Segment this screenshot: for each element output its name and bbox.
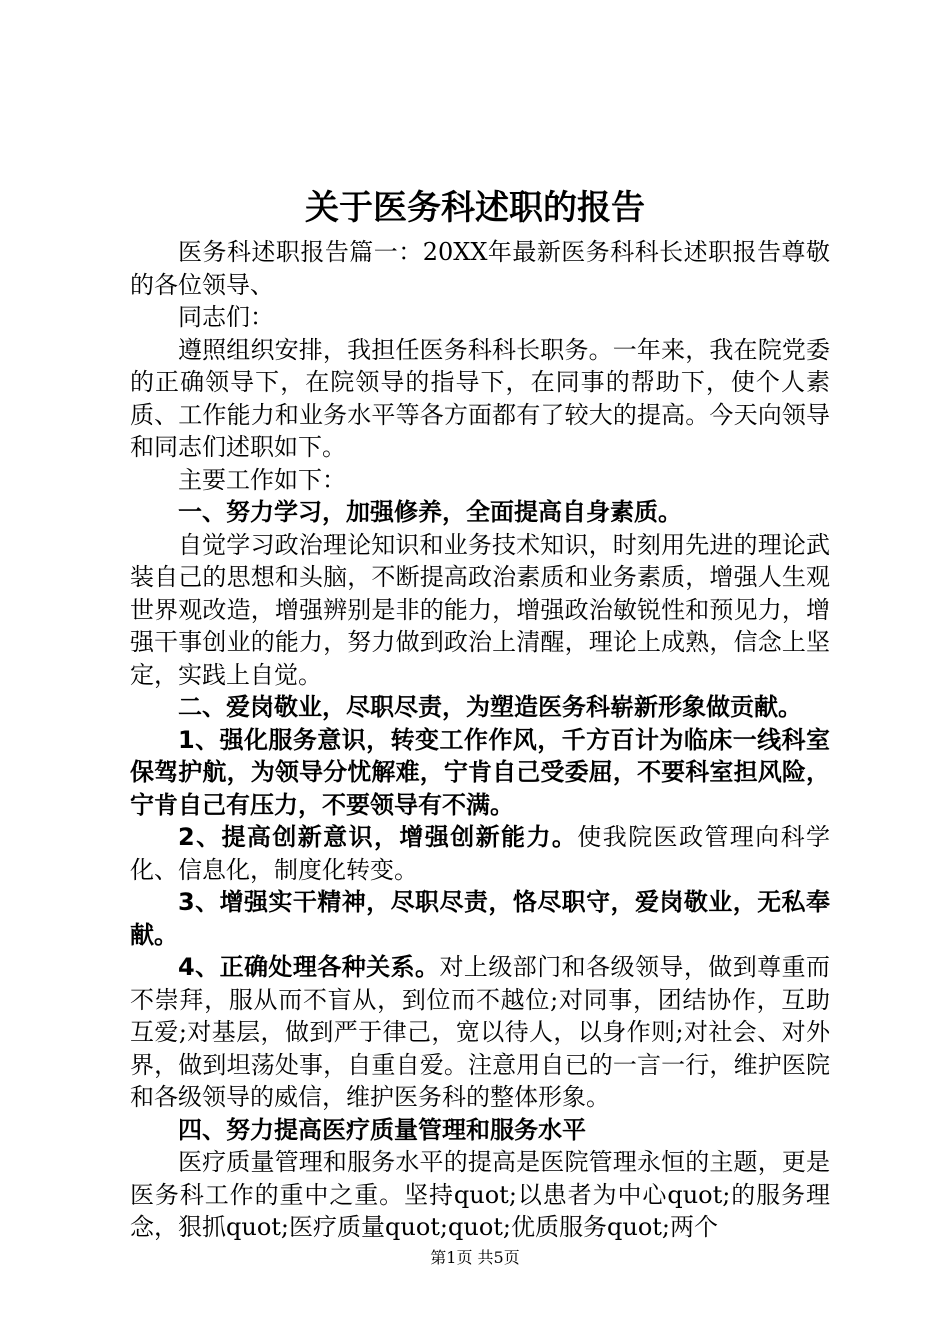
paragraph-opening: 遵照组织安排，我担任医务科科长职务。一年来，我在院党委的正确领导下，在院领导的指导下，在同事的帮助下，使个人素质、工作能力和业务水平等各方面都有了较大的提高。今天向领导和同志们述职如下。 <box>130 335 830 461</box>
section-heading-2: 二、爱岗敬业，尽职尽责，为塑造医务科崭新形象做贡献。 <box>178 693 802 721</box>
list-item-4 <box>130 951 830 1114</box>
list-item-2-lead: 2、提高创新意识，增强创新能力。 <box>178 823 578 851</box>
section-heading-4: 四、努力提高医疗质量管理和服务水平 <box>178 1115 586 1144</box>
document-body <box>130 236 830 1244</box>
list-item-4-text: 对上级部门和各级领导，做到尊重而不崇拜，服从而不盲从，到位而不越位;对同事，团结协作，互助互爱;对基层，做到严于律己，宽以待人，以身作则;对社会、对外界，做到坦荡处事，自重自爱。注意用自已的一言一行，维护医院和各级领导的威信，维护医务科的整体形象。 <box>130 953 831 1111</box>
paragraph-salutation: 同志们： <box>178 303 274 331</box>
paragraph-intro: 医务科述职报告篇一：20XX年最新医务科科长述职报告尊敬的各位领导、 <box>130 238 830 299</box>
paragraph-main-work: 主要工作如下： <box>178 465 346 494</box>
list-item-2 <box>130 821 830 886</box>
document-title: 关于医务科述职的报告 <box>305 188 645 228</box>
paragraph-study: 自觉学习政治理论知识和业务技术知识，时刻用先进的理论武装自己的思想和头脑，不断提高政治素质和业务素质，增强人生观世界观改造，增强辨别是非的能力，增强政治敏锐性和预见力，增强干事创业的能力，努力做到政治上清醒，理论上成熟，信念上坚定，实践上自觉。 <box>130 530 830 689</box>
list-item-2-text: 使我院医政管理向科学化、信息化，制度化转变。 <box>130 823 831 884</box>
list-item-1: 1、强化服务意识，转变工作作风，千方百计为临床一线科室保驾护航，为领导分忧解难，宁肯自己受委屈，不要科室担风险，宁肯自己有压力，不要领导有不满。 <box>130 725 830 819</box>
list-item-4-lead: 4、正确处理各种关系。 <box>178 953 440 981</box>
list-item-3: 3、增强实干精神，尽职尽责，恪尽职守，爱岗敬业，无私奉献。 <box>130 888 830 949</box>
paragraph-quality: 医疗质量管理和服务水平的提高是医院管理永恒的主题，更是医务科工作的重中之重。坚持quot;以患者为中心quot;的服务理念，狠抓quot;医疗质量quot;quot;优质服务quot;两个 <box>130 1148 830 1241</box>
section-heading-1: 一、努力学习，加强修养，全面提高自身素质。 <box>178 498 682 526</box>
page-footer: 第1页 共5页 <box>430 1248 520 1267</box>
